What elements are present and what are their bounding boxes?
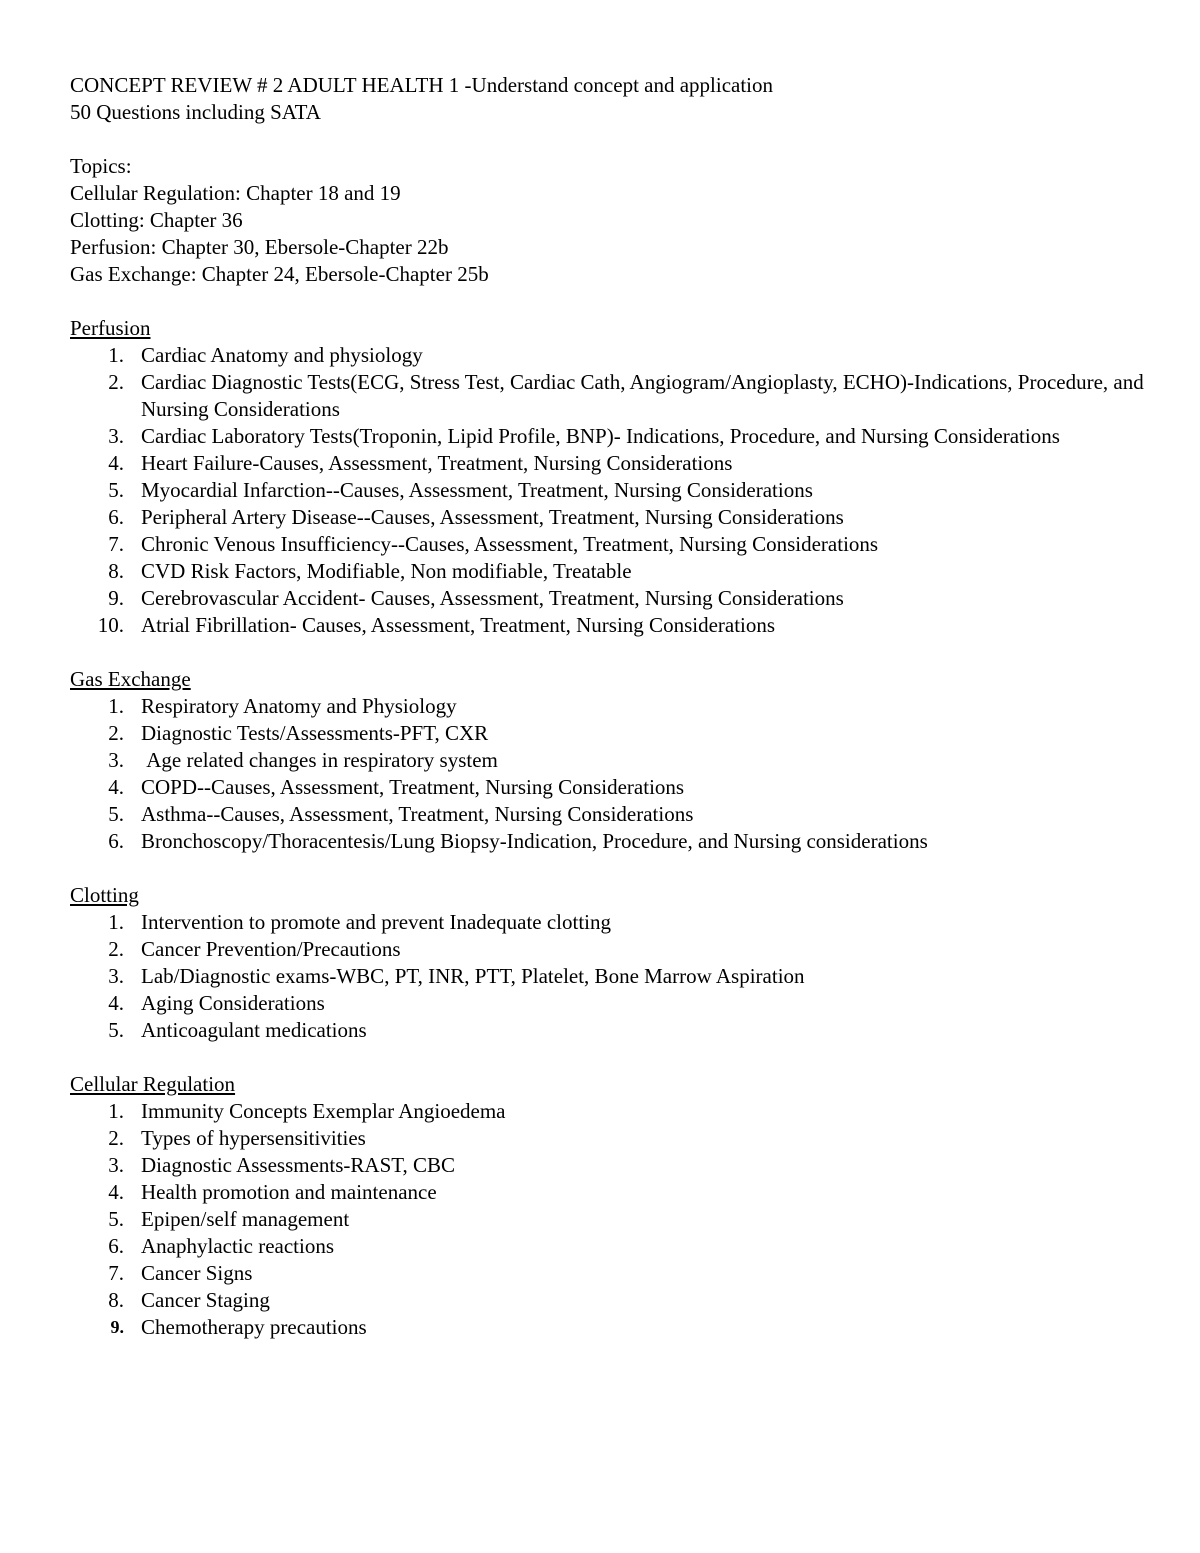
list-item-text: Chemotherapy precautions	[141, 1315, 367, 1339]
list-item	[70, 1125, 1150, 1152]
list-item	[70, 1287, 1150, 1314]
list-item-text: Atrial Fibrillation- Causes, Assessment, Treatment, Nursing Considerations	[141, 613, 776, 637]
list-item-text: Respiratory Anatomy and Physiology	[141, 694, 457, 718]
list-item-text: Diagnostic Tests/Assessments-PFT, CXR	[141, 721, 489, 745]
spacer	[70, 855, 1150, 882]
list-item	[70, 963, 1150, 990]
list-item-number: 3.	[108, 964, 124, 988]
list-item-number: 4.	[108, 451, 124, 475]
sections-container	[70, 288, 1150, 1341]
list-item	[70, 612, 1150, 639]
list-item-number: 4.	[108, 991, 124, 1015]
list-item-number: 8.	[108, 559, 124, 583]
list-item-number: 1.	[108, 694, 124, 718]
list-item-number: 1.	[108, 910, 124, 934]
section-title: Gas Exchange	[70, 667, 191, 691]
list-item-text: Immunity Concepts Exemplar Angioedema	[141, 1099, 506, 1123]
section-list	[70, 1098, 1150, 1341]
list-item-text: Intervention to promote and prevent Inadequate clotting	[141, 910, 612, 934]
list-item-text: Types of hypersensitivities	[141, 1126, 366, 1150]
list-item-number: 3.	[108, 748, 124, 772]
document-subtitle: 50 Questions including SATA	[70, 100, 321, 124]
list-item	[70, 909, 1150, 936]
document-title: CONCEPT REVIEW # 2 ADULT HEALTH 1 -Understand concept and application	[70, 73, 774, 97]
list-item-number: 2.	[108, 937, 124, 961]
list-item	[70, 369, 1150, 423]
section-title: Cellular Regulation	[70, 1072, 236, 1096]
list-item	[70, 504, 1150, 531]
list-item-number: 5.	[108, 478, 124, 502]
list-item	[70, 828, 1150, 855]
section-title: Clotting	[70, 883, 139, 907]
list-item-number: 4.	[108, 1180, 124, 1204]
list-item	[70, 1017, 1150, 1044]
list-item-number: 2.	[108, 370, 124, 394]
list-item-text: Heart Failure-Causes, Assessment, Treatment, Nursing Considerations	[141, 451, 733, 475]
list-item-text: Cardiac Laboratory Tests(Troponin, Lipid Profile, BNP)- Indications, Procedure, and Nursing Considerations	[141, 424, 1060, 448]
list-item-text: Cerebrovascular Accident- Causes, Assessment, Treatment, Nursing Considerations	[141, 586, 844, 610]
spacer	[70, 288, 1150, 315]
list-item-number: 10.	[97, 613, 124, 637]
list-item-text: CVD Risk Factors, Modifiable, Non modifiable, Treatable	[141, 559, 632, 583]
list-item-text: Aging Considerations	[141, 991, 325, 1015]
list-item-text: Age related changes in respiratory system	[141, 748, 498, 772]
list-item-text: Cardiac Anatomy and physiology	[141, 343, 423, 367]
spacer	[70, 126, 1150, 153]
list-item-text: Peripheral Artery Disease--Causes, Assessment, Treatment, Nursing Considerations	[141, 505, 844, 529]
list-item-number: 7.	[108, 1261, 124, 1285]
list-item-text: Cancer Signs	[141, 1261, 253, 1285]
list-item-number: 1.	[108, 1099, 124, 1123]
list-item-text: Asthma--Causes, Assessment, Treatment, Nursing Considerations	[141, 802, 694, 826]
list-item-text: Bronchoscopy/Thoracentesis/Lung Biopsy-Indication, Procedure, and Nursing considerations	[141, 829, 928, 853]
list-item-number: 2.	[108, 1126, 124, 1150]
section-list	[70, 909, 1150, 1044]
topic-line: Perfusion: Chapter 30, Ebersole-Chapter 22b	[70, 235, 449, 259]
list-item-text: Epipen/self management	[141, 1207, 350, 1231]
list-item	[70, 477, 1150, 504]
section-list	[70, 342, 1150, 639]
list-item	[70, 1233, 1150, 1260]
list-item-text: COPD--Causes, Assessment, Treatment, Nursing Considerations	[141, 775, 685, 799]
list-item-number: 5.	[108, 1018, 124, 1042]
list-item	[70, 450, 1150, 477]
list-item-number: 1.	[108, 343, 124, 367]
list-item	[70, 693, 1150, 720]
document-content	[70, 72, 1150, 1341]
list-item	[70, 774, 1150, 801]
list-item	[70, 1260, 1150, 1287]
topic-line: Cellular Regulation: Chapter 18 and 19	[70, 181, 401, 205]
list-item-number: 9.	[108, 586, 124, 610]
list-item-text: Cancer Staging	[141, 1288, 270, 1312]
list-item	[70, 342, 1150, 369]
list-item	[70, 1206, 1150, 1233]
list-item-number: 5.	[108, 802, 124, 826]
list-item	[70, 747, 1150, 774]
list-item	[70, 801, 1150, 828]
list-item	[70, 1179, 1150, 1206]
list-item	[70, 531, 1150, 558]
list-item	[70, 936, 1150, 963]
list-item-number: 6.	[108, 505, 124, 529]
section-title: Perfusion	[70, 316, 151, 340]
list-item	[70, 1098, 1150, 1125]
list-item-number: 4.	[108, 775, 124, 799]
topics-heading: Topics:	[70, 154, 132, 178]
list-item-number: 6.	[108, 829, 124, 853]
list-item-number: 3.	[108, 1153, 124, 1177]
list-item-text: Chronic Venous Insufficiency--Causes, Assessment, Treatment, Nursing Considerations	[141, 532, 879, 556]
list-item-number: 5.	[108, 1207, 124, 1231]
list-item	[70, 585, 1150, 612]
list-item	[70, 990, 1150, 1017]
list-item-text: Cardiac Diagnostic Tests(ECG, Stress Test, Cardiac Cath, Angiogram/Angioplasty, ECHO)-Indications, Procedure, and Nursing Considerations	[141, 370, 1149, 421]
list-item	[70, 1152, 1150, 1179]
list-item-text: Anaphylactic reactions	[141, 1234, 334, 1258]
list-item-number: 3.	[108, 424, 124, 448]
topic-line: Clotting: Chapter 36	[70, 208, 243, 232]
list-item-number: 6.	[108, 1234, 124, 1258]
topic-line: Gas Exchange: Chapter 24, Ebersole-Chapter 25b	[70, 262, 489, 286]
spacer	[70, 1044, 1150, 1071]
list-item	[70, 423, 1150, 450]
list-item	[70, 558, 1150, 585]
spacer	[70, 639, 1150, 666]
list-item-text: Health promotion and maintenance	[141, 1180, 437, 1204]
list-item-text: Diagnostic Assessments-RAST, CBC	[141, 1153, 456, 1177]
list-item	[70, 720, 1150, 747]
list-item-number: 8.	[108, 1288, 124, 1312]
list-item-number: 2.	[108, 721, 124, 745]
list-item-number: 9.	[110, 1317, 124, 1337]
list-item-text: Lab/Diagnostic exams-WBC, PT, INR, PTT, Platelet, Bone Marrow Aspiration	[141, 964, 805, 988]
list-item-text: Cancer Prevention/Precautions	[141, 937, 401, 961]
list-item-number: 7.	[108, 532, 124, 556]
section-list	[70, 693, 1150, 855]
list-item-text: Anticoagulant medications	[141, 1018, 367, 1042]
list-item	[70, 1314, 1150, 1341]
list-item-text: Myocardial Infarction--Causes, Assessment, Treatment, Nursing Considerations	[141, 478, 813, 502]
